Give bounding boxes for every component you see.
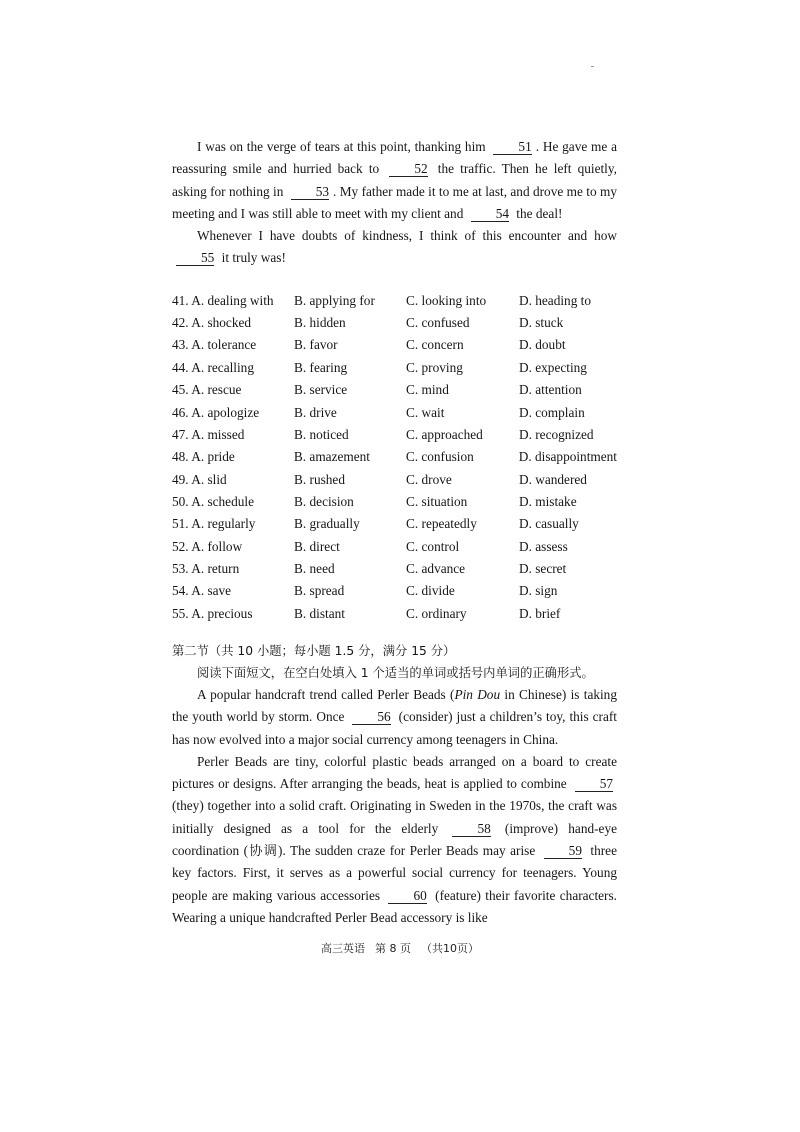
option-row bbox=[172, 491, 617, 513]
option-b: B. noticed bbox=[294, 426, 349, 442]
option-c: C. ordinary bbox=[406, 605, 467, 621]
option-row bbox=[172, 334, 617, 356]
option-row bbox=[172, 379, 617, 401]
option-b: B. need bbox=[294, 560, 335, 576]
option-a: 46. A. apologize bbox=[172, 404, 260, 420]
option-d: D. assess bbox=[519, 538, 568, 554]
exam-page bbox=[172, 136, 617, 929]
section-heading: 第二节（共 10 小题；每小题 1.5 分，满分 15 分） bbox=[172, 643, 456, 658]
option-b: B. decision bbox=[294, 493, 354, 509]
page-footer bbox=[0, 940, 800, 956]
option-c: C. situation bbox=[406, 493, 468, 509]
passage-paragraph: I was on the verge of tears at this point, thanking him 51 . He gave me a reassuring smile and hurried back to 52 the traffic. Then he left quietly, asking for nothing in 53 . My father made it to me at last, and drove me to my meeting and I was still able to meet with my client and 54 the deal! bbox=[172, 139, 617, 221]
passage-paragraph: A popular handcraft trend called Perler Beads (Pin Dou in Chinese) is taking the youth world by storm. Once 56 (consider) just a children’s toy, this craft has now evolved into a major social currency among teenagers in China. bbox=[172, 686, 617, 747]
option-b: B. service bbox=[294, 382, 348, 398]
option-a: 42. A. shocked bbox=[172, 315, 252, 331]
option-c: C. concern bbox=[406, 337, 464, 353]
option-c: C. divide bbox=[406, 583, 455, 599]
option-b: B. fearing bbox=[294, 359, 348, 375]
option-a: 51. A. regularly bbox=[172, 516, 256, 532]
scan-mark bbox=[591, 66, 594, 67]
option-a: 50. A. schedule bbox=[172, 493, 254, 509]
blank-54: 54 bbox=[471, 207, 509, 222]
option-d: D. heading to bbox=[519, 292, 592, 308]
option-c: C. drove bbox=[406, 471, 452, 487]
option-row bbox=[172, 402, 617, 424]
option-c: C. control bbox=[406, 538, 460, 554]
option-a: 54. A. save bbox=[172, 583, 232, 599]
option-b: B. direct bbox=[294, 538, 340, 554]
blank-60: 60 bbox=[388, 889, 426, 904]
option-a: 55. A. precious bbox=[172, 605, 253, 621]
option-d: D. mistake bbox=[519, 493, 577, 509]
footer-total: （共10页） bbox=[421, 942, 479, 955]
section-2 bbox=[172, 640, 617, 929]
pin-dou-term: Pin Dou bbox=[454, 686, 501, 702]
footer-page: 第 8 页 bbox=[375, 942, 411, 955]
option-a: 48. A. pride bbox=[172, 449, 235, 465]
option-a: 41. A. dealing with bbox=[172, 292, 274, 308]
option-d: D. wandered bbox=[519, 471, 587, 487]
option-c: C. wait bbox=[406, 404, 445, 420]
option-a: 52. A. follow bbox=[172, 538, 243, 554]
option-c: C. approached bbox=[406, 426, 483, 442]
option-row bbox=[172, 603, 617, 625]
option-row bbox=[172, 536, 617, 558]
option-row bbox=[172, 446, 617, 468]
option-row bbox=[172, 424, 617, 446]
option-d: D. secret bbox=[519, 560, 567, 576]
option-c: C. confused bbox=[406, 315, 470, 331]
option-c: C. advance bbox=[406, 560, 466, 576]
option-a: 47. A. missed bbox=[172, 426, 245, 442]
option-b: B. favor bbox=[294, 337, 338, 353]
footer-subject: 高三英语 bbox=[321, 942, 365, 955]
blank-59: 59 bbox=[544, 844, 582, 859]
option-b: B. amazement bbox=[293, 449, 370, 465]
option-b: B. drive bbox=[294, 404, 337, 420]
option-b: B. applying for bbox=[294, 292, 375, 308]
option-d: D. complain bbox=[519, 404, 585, 420]
blank-55: 55 bbox=[176, 251, 214, 266]
option-d: D. disappointment bbox=[518, 449, 617, 465]
option-a: 43. A. tolerance bbox=[172, 337, 257, 353]
option-b: B. spread bbox=[294, 583, 345, 599]
option-b: B. hidden bbox=[294, 315, 346, 331]
section-instruction: 阅读下面短文，在空白处填入 1 个适当的单词或括号内单词的正确形式。 bbox=[197, 665, 594, 680]
option-row bbox=[172, 290, 617, 312]
option-c: C. proving bbox=[406, 359, 463, 375]
option-d: D. casually bbox=[519, 516, 579, 532]
option-c: C. confusion bbox=[405, 449, 474, 465]
option-row bbox=[172, 513, 617, 535]
option-b: B. gradually bbox=[294, 516, 360, 532]
option-row bbox=[172, 469, 617, 491]
option-a: 45. A. rescue bbox=[172, 382, 242, 398]
option-a: 44. A. recalling bbox=[172, 359, 254, 375]
option-c: C. repeatedly bbox=[406, 516, 477, 532]
passage-paragraph: Perler Beads are tiny, colorful plastic beads arranged on a board to create pictures or designs. After arranging the beads, heat is applied to combine 57 (they) together into a solid craft. Originating in Sweden in the 1970s, the craft was initially designed as a tool for the elderly 58 (improve) hand-eye coordination (协调). The sudden craze for Perler Beads may arise 59 three key factors. First, it serves as a powerful social currency for teenagers. Young people are making various accessories 60 (feature) their favorite characters. Wearing a unique handcrafted Perler Bead accessory is like bbox=[172, 753, 617, 925]
option-c: C. looking into bbox=[406, 292, 487, 308]
blank-56: 56 bbox=[352, 710, 390, 725]
option-d: D. recognized bbox=[519, 426, 594, 442]
option-d: D. brief bbox=[519, 605, 561, 621]
option-d: D. doubt bbox=[519, 337, 566, 353]
passage-paragraph: Whenever I have doubts of kindness, I think of this encounter and how 55 it truly was! bbox=[172, 225, 617, 270]
option-row bbox=[172, 357, 617, 379]
option-d: D. expecting bbox=[519, 359, 587, 375]
option-c: C. mind bbox=[406, 382, 449, 398]
option-b: B. distant bbox=[294, 605, 345, 621]
option-row bbox=[172, 558, 617, 580]
option-a: 49. A. slid bbox=[172, 471, 227, 487]
answer-options bbox=[172, 290, 617, 625]
option-row bbox=[172, 312, 617, 334]
blank-52: 52 bbox=[389, 162, 427, 177]
blank-53: 53 bbox=[291, 185, 329, 200]
option-d: D. attention bbox=[519, 382, 582, 398]
option-row bbox=[172, 580, 617, 602]
option-d: D. sign bbox=[519, 583, 558, 599]
blank-58: 58 bbox=[452, 822, 490, 837]
blank-51: 51 bbox=[493, 140, 531, 155]
option-d: D. stuck bbox=[519, 315, 564, 331]
option-a: 53. A. return bbox=[172, 560, 240, 576]
blank-57: 57 bbox=[575, 777, 613, 792]
option-b: B. rushed bbox=[294, 471, 345, 487]
